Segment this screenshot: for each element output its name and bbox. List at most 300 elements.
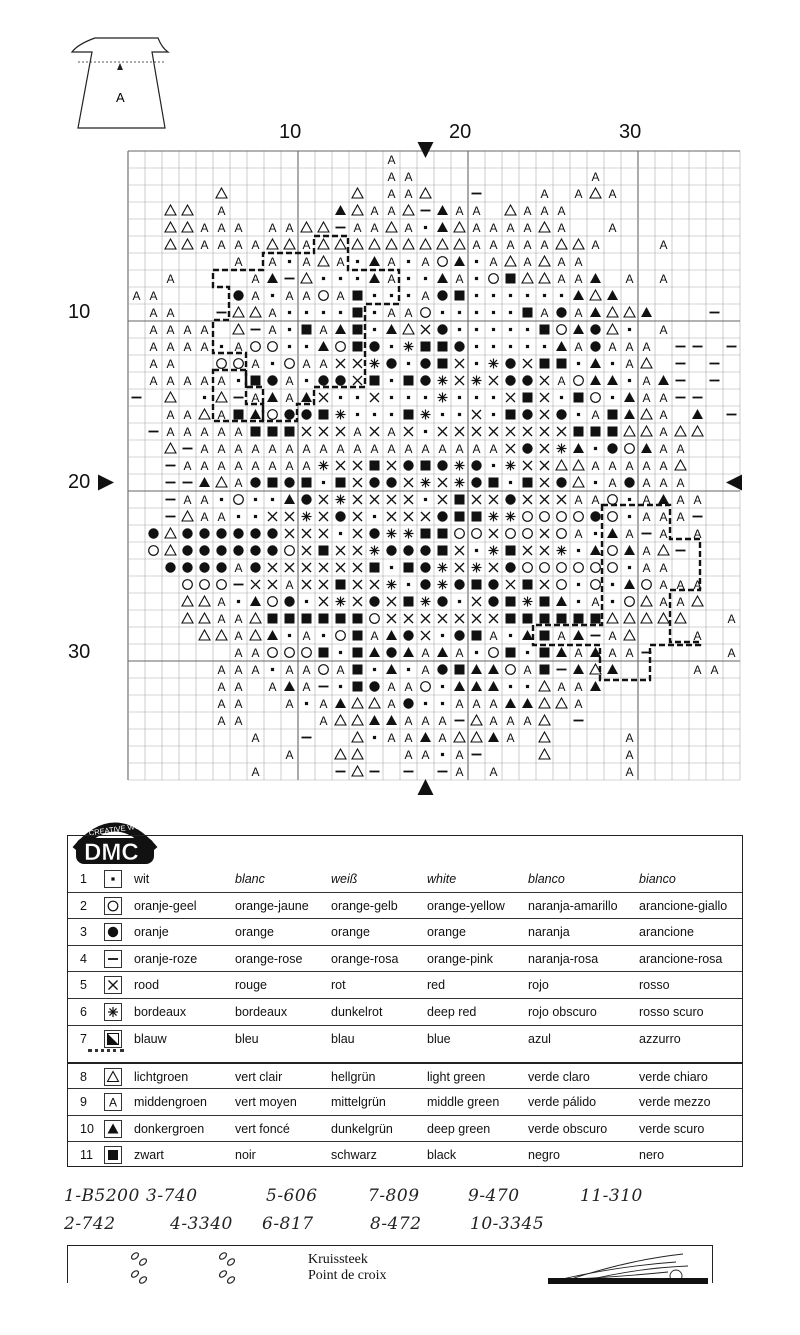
chart-symbol [234,697,242,711]
chart-symbol [251,272,259,286]
svg-text:A: A [200,323,209,337]
chart-symbol [556,239,567,249]
chart-symbol [590,307,601,317]
chart-symbol [302,442,310,456]
chart-symbol [288,311,291,314]
chart-symbol [217,663,225,677]
chart-symbol [421,461,431,471]
chart-symbol [574,393,584,403]
chart-symbol [335,239,346,249]
chart-symbol [492,413,495,416]
legend-colour-nl: lichtgroen [134,1070,189,1084]
svg-text:A: A [234,255,243,269]
chart-symbol [250,545,260,555]
chart-symbol [353,461,362,470]
chart-symbol [250,409,261,419]
svg-text:A: A [574,340,583,354]
svg-text:A: A [608,629,617,643]
chart-symbol [540,546,549,555]
chart-symbol [217,612,225,626]
svg-text:A: A [523,204,532,218]
chart-symbol [318,239,329,249]
column-label: 30 [619,121,642,143]
chart-symbol [475,294,478,297]
legend-colour-es: verde pálido [528,1095,597,1109]
svg-text:A: A [234,340,243,354]
svg-text:A: A [183,374,192,388]
chart-symbol [591,238,599,252]
legend-colour-de: schwarz [331,1148,377,1162]
svg-text:A: A [302,663,311,677]
chart-symbol [233,307,244,317]
chart-symbol [607,528,618,538]
chart-symbol [421,529,431,539]
legend-colour-en: orange [427,925,466,939]
chart-symbol [285,289,293,303]
svg-text:A: A [234,459,243,473]
chart-symbol [288,328,291,331]
chart-symbol [642,459,650,473]
chart-symbol [407,277,410,280]
svg-text:A: A [557,680,566,694]
svg-text:A: A [234,646,243,660]
chart-symbol [302,238,310,252]
chart-symbol [407,294,410,297]
svg-text:A: A [574,493,583,507]
chart-symbol [543,345,546,348]
chart-symbol [200,442,208,456]
chart-symbol [625,459,633,473]
chart-symbol [441,702,444,705]
chart-symbol [556,647,567,657]
svg-text:A: A [268,323,277,337]
chart-symbol [492,311,495,314]
chart-symbol [268,442,276,456]
chart-symbol [624,630,635,640]
chart-symbol [523,461,532,470]
chart-symbol [149,374,157,388]
chart-symbol [659,510,667,524]
chart-symbol [577,549,580,552]
chart-symbol [438,546,448,556]
chart-symbol [336,631,346,641]
chart-symbol [285,221,293,235]
chart-symbol [182,222,193,232]
chart-symbol [454,732,465,742]
chart-symbol [370,563,380,573]
legend-colour-fr: orange-jaune [235,899,309,913]
chart-symbol [523,427,532,436]
svg-text:A: A [217,459,226,473]
chart-symbol [475,549,478,552]
chart-symbol [387,512,396,521]
chart-symbol [251,731,259,745]
chart-symbol [574,187,582,201]
chart-symbol [421,646,429,660]
chart-symbol [472,204,480,218]
chart-symbol [319,461,329,471]
chart-symbol [455,495,465,505]
chart-symbol [285,442,293,456]
svg-text:A: A [217,374,226,388]
chart-symbol [268,648,278,658]
chart-symbol [455,646,463,660]
chart-symbol [573,477,584,487]
chart-symbol [471,732,482,742]
chart-symbol [611,362,614,365]
svg-text:A: A [489,714,498,728]
chart-symbol [234,714,242,728]
svg-text:A: A [353,425,362,439]
svg-text:A: A [387,306,396,320]
chart-symbol [523,546,532,555]
svg-text:A: A [149,340,158,354]
handwritten-number: 9-470 [468,1186,520,1206]
chart-symbol [183,493,191,507]
svg-text:A: A [132,289,141,303]
chart-symbol [335,324,346,334]
chart-symbol [182,239,193,249]
chart-symbol [505,256,516,266]
chart-symbol [540,376,549,385]
chart-symbol [166,357,174,371]
svg-text:A: A [455,272,464,286]
chart-symbol [676,476,684,490]
svg-text:A: A [472,221,481,235]
chart-symbol [217,359,227,369]
chart-symbol [438,563,448,573]
chart-symbol [386,545,396,555]
chart-symbol [573,443,584,453]
chart-symbol [676,595,684,609]
chart-symbol [234,238,242,252]
svg-text:A: A [472,697,481,711]
svg-text:A: A [625,357,634,371]
svg-text:A: A [642,391,651,405]
svg-text:A: A [302,442,311,456]
legend-number: 4 [80,952,87,966]
chart-symbol [216,528,226,538]
svg-text:A: A [659,510,668,524]
svg-text:A: A [234,425,243,439]
svg-text:A: A [710,663,719,677]
chart-symbol [458,328,461,331]
svg-text:A: A [557,629,566,643]
chart-symbol [387,731,395,745]
chart-symbol [220,345,223,348]
svg-text:A: A [217,680,226,694]
chart-symbol [438,257,448,267]
svg-text:A: A [234,714,243,728]
chart-symbol [404,170,412,184]
chart-symbol [288,260,291,263]
chart-symbol [251,238,259,252]
svg-text:A: A [489,697,498,711]
legend-row [68,1141,742,1168]
chart-symbol [233,324,244,334]
chart-symbol [625,444,635,454]
chart-symbol [625,748,633,762]
svg-text:A: A [285,578,294,592]
svg-text:A: A [489,629,498,643]
chart-symbol [523,563,533,573]
chart-symbol [250,596,261,606]
chart-symbol [455,563,464,572]
chart-symbol [404,748,412,762]
chart-symbol [387,614,396,623]
chart-symbol [556,596,567,606]
chart-symbol [271,668,274,671]
svg-text:A: A [659,323,668,337]
chart-symbol [522,698,533,708]
chart-symbol [370,427,379,436]
svg-text:A: A [523,221,532,235]
chart-symbol [557,359,567,369]
legend-colour-de: weiß [331,872,358,886]
legend-colour-nl: wit [134,872,150,886]
svg-text:A: A [659,272,668,286]
chart-symbol [199,528,209,538]
svg-text:A: A [659,476,668,490]
chart-symbol [353,682,363,692]
chart-symbol [335,715,346,725]
chart-symbol [438,427,447,436]
chart-symbol [539,698,550,708]
chart-symbol [437,239,448,249]
chart-symbol [420,579,430,589]
chart-symbol [403,460,413,470]
chart-symbol [489,614,498,623]
chart-symbol [574,493,582,507]
chart-symbol [335,205,346,215]
chart-symbol [522,443,532,453]
legend-colour-es: blanco [528,872,565,886]
chart-symbol [438,342,448,352]
chart-symbol [489,648,499,658]
chart-symbol [590,324,600,334]
chart-symbol [386,324,397,334]
chart-symbol [590,511,600,521]
chart-symbol [404,529,414,539]
chart-symbol [369,477,379,487]
chart-symbol [489,359,499,369]
legend-colour-de: rot [331,978,346,992]
chart-symbol [455,204,463,218]
svg-text:A: A [183,340,192,354]
chart-symbol [488,579,498,589]
chart-symbol [268,342,278,352]
chart-symbol [165,205,176,215]
chart-symbol [424,498,427,501]
chart-symbol [403,647,414,657]
chart-symbol [574,614,584,624]
legend-row [68,1062,742,1090]
chart-symbol [509,481,512,484]
chart-symbol [386,647,396,657]
chart-symbol [200,221,208,235]
legend-symbol-glyph [108,1007,118,1017]
chart-symbol [166,425,174,439]
svg-text:A: A [285,442,294,456]
svg-text:A: A [608,459,617,473]
chart-symbol [472,597,481,606]
chart-symbol [574,255,582,269]
chart-symbol [319,323,327,337]
chart-symbol [267,375,277,385]
chart-symbol [509,294,512,297]
svg-text:A: A [108,1095,118,1110]
chart-symbol [590,273,601,283]
chart-symbol [302,648,312,658]
chart-symbol [421,748,429,762]
svg-text:A: A [642,459,651,473]
chart-symbol [523,714,531,728]
chart-symbol [437,511,447,521]
legend-colour-de: orange [331,925,370,939]
chart-symbol [472,410,481,419]
chart-symbol [574,272,582,286]
svg-text:A: A [574,527,583,541]
svg-text:A: A [166,408,175,422]
svg-text:A: A [455,442,464,456]
chart-symbol [642,580,652,590]
chart-symbol [590,341,600,351]
chart-symbol [472,376,482,386]
chart-symbol [318,375,328,385]
chart-symbol [659,578,667,592]
chart-symbol [387,461,396,470]
chart-symbol [438,359,448,369]
chart-symbol [692,596,703,606]
svg-text:A: A [506,221,515,235]
svg-text:A: A [625,340,634,354]
chart-symbol [373,311,376,314]
chart-symbol [302,289,310,303]
svg-text:A: A [489,221,498,235]
chart-symbol [608,629,616,643]
svg-text:A: A [319,714,328,728]
chart-symbol [577,362,580,365]
chart-symbol [404,714,412,728]
chart-symbol [506,427,515,436]
chart-symbol [200,238,208,252]
chart-symbol [506,580,515,589]
chart-symbol [628,379,631,382]
chart-symbol [557,614,567,624]
chart-symbol [234,442,242,456]
chart-symbol [285,459,293,473]
column-label: 10 [279,121,302,143]
chart-symbol [352,698,363,708]
chart-symbol [217,595,225,609]
chart-symbol [489,442,497,456]
chart-symbol [182,545,192,555]
chart-symbol [234,646,242,660]
svg-text:A: A [625,748,634,762]
chart-symbol [285,578,293,592]
handwritten-number: 8-472 [370,1214,422,1234]
legend-colour-nl: donkergroen [134,1122,205,1136]
legend-symbol-glyph [108,1034,119,1045]
chart-symbol [693,663,701,677]
svg-text:A: A [387,680,396,694]
chart-symbol [217,680,225,694]
chart-symbol [404,563,414,573]
chart-symbol [233,528,243,538]
chart-symbol [302,546,311,555]
chart-symbol [607,613,618,623]
chart-symbol [438,614,447,623]
svg-text:A: A [608,646,617,660]
chart-symbol [166,408,174,422]
svg-text:A: A [217,714,226,728]
svg-text:A: A [472,238,481,252]
chart-symbol [607,375,618,385]
chart-symbol [234,476,242,490]
chart-symbol [471,681,482,691]
chart-symbol [421,255,429,269]
svg-text:A: A [302,255,311,269]
chart-symbol [437,290,447,300]
chart-symbol [336,442,344,456]
chart-symbol [403,698,413,708]
chart-symbol [421,597,431,607]
svg-text:A: A [285,459,294,473]
chart-symbol [336,563,345,572]
svg-text:A: A [370,629,379,643]
svg-text:A: A [659,595,668,609]
row-label: 30 [68,641,91,663]
chart-symbol [234,561,242,575]
svg-text:A: A [251,289,260,303]
legend-colour-en: orange-pink [427,952,494,966]
chart-symbol [659,323,667,337]
chart-symbol [234,425,242,439]
chart-symbol [540,393,549,402]
chart-symbol [556,341,567,351]
chart-symbol [336,289,344,303]
chart-symbol [339,311,342,314]
chart-symbol [353,529,362,538]
chart-symbol [353,648,363,658]
chart-symbol [285,427,295,437]
legend-colour-en: deep red [427,1005,477,1019]
chart-symbol [336,342,346,352]
svg-text:A: A [557,374,566,388]
chart-symbol [267,528,277,538]
svg-text:A: A [251,731,260,745]
chart-symbol [574,340,582,354]
chart-symbol [455,748,463,762]
chart-symbol [438,529,448,539]
svg-text:A: A [693,527,702,541]
chart-symbol [251,663,259,677]
chart-symbol [284,681,295,691]
legend-symbol-glyph [108,1150,118,1160]
chart-symbol [540,204,548,218]
chart-symbol [403,324,414,334]
chart-symbol [505,562,515,572]
chart-symbol [387,580,397,590]
svg-text:A: A [319,442,328,456]
chart-symbol [199,613,210,623]
chart-symbol [319,580,328,589]
chart-symbol [557,546,567,556]
chart-symbol [441,311,444,314]
chart-symbol [438,478,447,487]
chart-symbol [455,529,465,539]
chart-symbol [590,375,601,385]
